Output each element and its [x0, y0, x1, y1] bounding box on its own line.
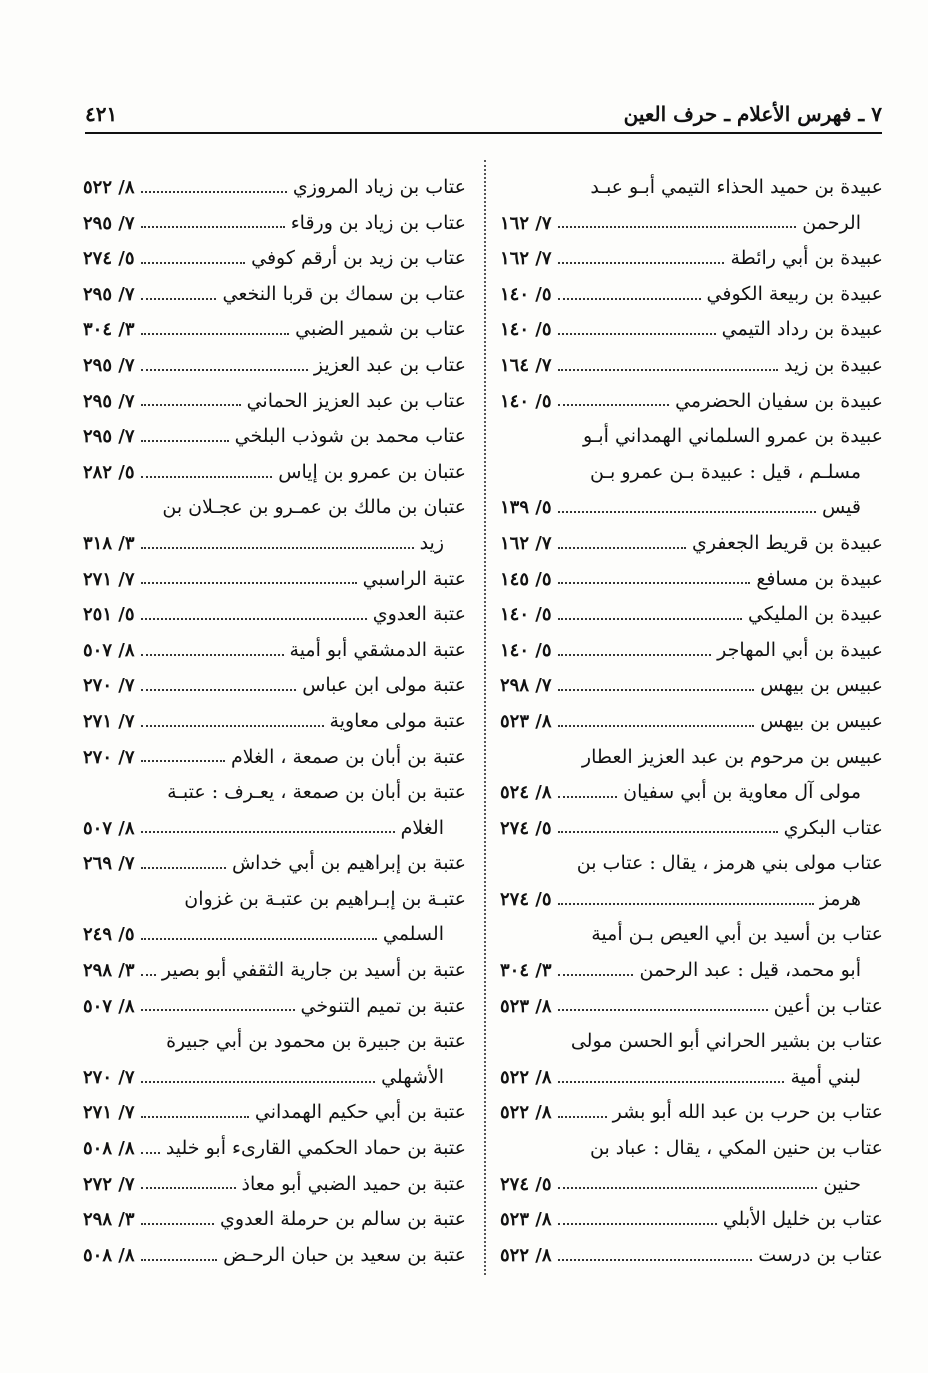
entry-name: أبو محمد، قيل : عبد الرحمن [639, 959, 861, 982]
index-entry-line [500, 1095, 883, 1131]
index-entry-line [83, 668, 466, 704]
entry-name: عتاب بن حرب بن عبد الله أبو بشر [612, 1101, 883, 1124]
dot-leader [558, 974, 634, 976]
page-reference: ٣/ ٢٩٨ [83, 1209, 135, 1231]
dot-leader [141, 867, 226, 869]
index-entry-line [500, 348, 883, 384]
dot-leader [141, 226, 285, 228]
entry-name: عتبة مولى ابن عباس [302, 674, 466, 697]
dot-leader [141, 1259, 218, 1261]
entry-name: عبيدة بن قريط الجعفري [692, 531, 883, 554]
index-entry-line [83, 882, 466, 918]
dot-leader [558, 618, 743, 620]
page-reference: ٨/ ٥٢٣ [500, 1209, 552, 1231]
page-reference: ٥/ ٢٧٤ [500, 817, 552, 839]
entry-name: عبيدة بن عمرو السلماني الهمداني أبـو [582, 425, 883, 448]
dot-leader [141, 262, 246, 264]
entry-name: عتبة بن أبان بن صمعة ، يعـرف : عتبـة [167, 781, 466, 804]
page-reference: ٨/ ٥٠٨ [83, 1138, 135, 1160]
entry-name: عتبة بن جبيرة بن محمود بن أبي جبيرة [166, 1030, 466, 1053]
index-column-left [83, 170, 466, 1273]
page-reference: ٧/ ٢٧٠ [83, 1066, 135, 1088]
entry-name: عبيس بن بيهس [760, 674, 883, 697]
entry-name: حنين [823, 1172, 861, 1195]
entry-name: عتبة بن حماد الحكمي القارىء أبو خليد [165, 1137, 466, 1160]
entry-name: عتبان بن عمرو بن إياس [278, 460, 466, 483]
entry-name: السلمي [382, 923, 444, 946]
page-reference: ٥/ ٢٧٤ [83, 248, 135, 270]
page-reference: ٧/ ٢٦٩ [83, 853, 135, 875]
index-column-right [500, 170, 883, 1273]
entry-name: عتبة بن إبراهيم بن أبي خداش [231, 852, 466, 875]
dot-leader [141, 369, 308, 371]
dot-leader [558, 1081, 785, 1083]
dot-leader [141, 725, 324, 727]
dot-leader [558, 654, 712, 656]
index-entry-line [83, 277, 466, 313]
dot-leader [558, 226, 797, 228]
index-entry-line [500, 846, 883, 882]
index-entry-line [500, 206, 883, 242]
dot-leader [141, 440, 229, 442]
entry-name: الغلام [400, 816, 444, 839]
entry-name: عتاب بن زياد بن ورقاء [290, 211, 466, 234]
page-reference: ٧/ ٢٩٥ [83, 426, 135, 448]
entry-name: عتاب بن درست [758, 1243, 883, 1266]
index-entry-line [500, 1024, 883, 1060]
index-entry-line [500, 562, 883, 598]
index-entry-line [500, 277, 883, 313]
dot-leader [558, 333, 716, 335]
page-reference: ٥/ ١٤٠ [500, 319, 552, 341]
entry-name: عتاب البكري [783, 816, 883, 839]
dot-leader [141, 191, 287, 193]
page-reference: ٧/ ٢٧١ [83, 568, 135, 590]
column-divider [484, 160, 486, 1275]
entry-name: عبيدة بن أبي رائطة [730, 247, 883, 270]
entry-name: مولى آل معاوية بن أبي سفيان [623, 781, 861, 804]
index-entry-line [500, 953, 883, 989]
dot-leader [141, 974, 156, 976]
index-entry-line [83, 1060, 466, 1096]
index-entry-line [500, 526, 883, 562]
entry-name: عتبة بن سعيد بن حبان الرحـض [223, 1243, 466, 1266]
dot-leader [558, 1009, 768, 1011]
entry-name: عتبة الراسبي [362, 567, 466, 590]
index-entry-line [500, 1131, 883, 1167]
index-entry-line [500, 917, 883, 953]
dot-leader [141, 760, 225, 762]
entry-name: عبيدة بن رداد التيمي [721, 318, 883, 341]
page-reference: ٧/ ٢٧١ [83, 1102, 135, 1124]
dot-leader [141, 831, 395, 833]
index-entry-line [83, 1202, 466, 1238]
entry-name: عتاب بن عبد العزيز الحماني [246, 389, 466, 412]
entry-name: عتاب بن حنين المكي ، يقال : عباد بن [590, 1137, 883, 1160]
dot-leader [558, 369, 778, 371]
index-entry-line [500, 740, 883, 776]
page-reference: ٨/ ٥٢٢ [500, 1066, 552, 1088]
index-entry-line [500, 455, 883, 491]
page-reference: ٣/ ٣٠٤ [500, 960, 552, 982]
entry-name: عبيس بن مرحوم بن عبد العزيز العطار [581, 745, 883, 768]
index-entry-line [83, 241, 466, 277]
index-entry-line [500, 597, 883, 633]
index-entry-line [83, 490, 466, 526]
page-number: ٤٢١ [85, 102, 118, 126]
entry-name: عتاب بن أسيد بن أبي العيص بـن أمية [591, 923, 883, 946]
index-entry-line [500, 1060, 883, 1096]
page-reference: ٧/ ٢٩٥ [83, 212, 135, 234]
dot-leader [558, 404, 670, 406]
page-reference: ٨/ ٥٠٧ [83, 817, 135, 839]
entry-name: عتاب بن عبد العزيز [313, 353, 466, 376]
dot-leader [558, 796, 618, 798]
dot-leader [141, 618, 367, 620]
index-entry-line [83, 846, 466, 882]
index-entry-line [83, 206, 466, 242]
index-entry-line [500, 989, 883, 1025]
index-entry-line [83, 526, 466, 562]
running-header [85, 98, 882, 134]
entry-name: عتاب محمد بن شوذب البلخي [234, 425, 466, 448]
dot-leader [558, 1187, 818, 1189]
dot-leader [141, 547, 414, 549]
index-entry-line [500, 384, 883, 420]
page-reference: ٧/ ٢٧٠ [83, 746, 135, 768]
header-title: ٧ ـ فهرس الأعلام ـ حرف العين [623, 102, 882, 126]
entry-name: عتاب بن سماك بن قربا النخعي [222, 282, 466, 305]
dot-leader [558, 1223, 717, 1225]
entry-name: عبيدة بن المليكي [748, 603, 883, 626]
page-reference: ٧/ ٢٩٥ [83, 283, 135, 305]
entry-name: عتاب بن زياد المروزي [292, 176, 466, 198]
page-reference: ٧/ ٢٧٠ [83, 675, 135, 697]
page-reference: ٥/ ٢٥١ [83, 604, 135, 626]
index-entry-line [83, 811, 466, 847]
entry-name: عتبان بن مالك بن عمـرو بن عجـلان بن [162, 496, 466, 519]
dot-leader [558, 511, 816, 513]
page-reference: ٥/ ١٤٠ [500, 639, 552, 661]
dot-leader [141, 476, 273, 478]
dot-leader [558, 689, 755, 691]
entry-name: عتبة بن أبي حكيم الهمداني [254, 1101, 466, 1124]
index-entry-line [500, 811, 883, 847]
entry-name: عتبـة بن إبـراهيم بن عتبـة بن غزوان [184, 887, 466, 910]
index-entry-line [83, 1131, 466, 1167]
dot-leader [141, 654, 284, 656]
dot-leader [141, 689, 297, 691]
entry-name: عبيدة بن أبي المهاجر [717, 638, 883, 661]
entry-name: عبيدة بن مسافع [756, 567, 883, 590]
page-reference: ٧/ ١٦٢ [500, 212, 552, 234]
index-entry-line [83, 1024, 466, 1060]
index-entry-line [500, 170, 883, 206]
page-reference: ٨/ ٥٢٣ [500, 995, 552, 1017]
page-reference: ٧/ ٢٧١ [83, 710, 135, 732]
page-reference: ٨/ ٥٢٣ [500, 710, 552, 732]
index-entry-line [83, 917, 466, 953]
page-reference: ٨/ ٥٢٢ [83, 177, 135, 198]
entry-name: الرحمن [802, 211, 861, 234]
dot-leader [558, 582, 751, 584]
index-entry-line [83, 455, 466, 491]
index-entry-line [83, 348, 466, 384]
index-entry-line [500, 312, 883, 348]
page-reference: ٧/ ١٦٢ [500, 532, 552, 554]
entry-name: الأشهلي [381, 1065, 444, 1088]
entry-name: عتبة بن أسيد بن جارية الثقفي أبو بصير [161, 959, 466, 982]
dot-leader [558, 298, 701, 300]
index-entry-line [83, 633, 466, 669]
dot-leader [558, 262, 725, 264]
index-entry-line [500, 1167, 883, 1203]
entry-name: عتبة بن تميم التنوخي [300, 994, 466, 1017]
dot-leader [141, 938, 377, 940]
entry-name: عتاب بن زيد بن أرقم كوفي [251, 247, 466, 270]
page-reference: ٨/ ٥٠٨ [83, 1244, 135, 1266]
page-reference: ٧/ ٢٩٥ [83, 354, 135, 376]
entry-name: عبيس بن بيهس [760, 709, 883, 732]
entry-name: عتبة العدوي [372, 603, 466, 626]
entry-name: عتبة مولى معاوية [329, 709, 466, 732]
index-entry-line [83, 170, 466, 206]
index-entry-line [500, 633, 883, 669]
entry-name: عبيدة بن سفيان الحضرمي [675, 389, 883, 412]
page-reference: ٧/ ٢٩٨ [500, 675, 552, 697]
entry-name: عبيدة بن ربيعة الكوفي [706, 282, 883, 305]
index-entry-line [500, 1202, 883, 1238]
dot-leader [141, 298, 217, 300]
index-entry-line [83, 312, 466, 348]
entry-name: عبيدة بن حميد الحذاء التيمي أبـو عبـد [590, 176, 883, 198]
entry-name: عتاب بن بشير الحراني أبو الحسن مولى [570, 1030, 883, 1053]
page-reference: ٥/ ١٤٠ [500, 604, 552, 626]
dot-leader [141, 1223, 214, 1225]
page-reference: ٥/ ١٣٩ [500, 497, 552, 519]
index-entry-line [83, 1238, 466, 1274]
entry-name: مسلـم ، قيل : عبيدة بـن عمرو بـن [590, 460, 861, 483]
index-entry-line [83, 704, 466, 740]
index-entry-line [500, 241, 883, 277]
page-reference: ٥/ ٢٧٤ [500, 1173, 552, 1195]
index-entry-line [500, 419, 883, 455]
entry-name: عتبة بن أبان بن صمعة ، الغلام [231, 745, 466, 768]
entry-name: عتبة بن حميد الضبي أبو معاذ [241, 1172, 466, 1195]
page-reference: ٣/ ٣١٨ [83, 532, 135, 554]
entry-name: عتبة الدمشقي أبو أمية [289, 638, 466, 661]
entry-name: عتاب بن خليل الأبلي [722, 1208, 883, 1231]
entry-name: زيد [419, 531, 444, 554]
page-reference: ٧/ ٢٩٥ [83, 390, 135, 412]
page-reference: ٧/ ١٦٤ [500, 354, 552, 376]
index-entry-line [83, 419, 466, 455]
dot-leader [141, 1009, 295, 1011]
page-reference: ٣/ ٣٠٤ [83, 319, 135, 341]
index-entry-line [500, 668, 883, 704]
entry-name: عتبة بن سالم بن حرملة العدوي [220, 1208, 466, 1231]
entry-name: قيس [821, 496, 861, 519]
page-reference: ٨/ ٥٠٧ [83, 639, 135, 661]
entry-name: عتاب بن شمير الضبي [295, 318, 466, 341]
page-reference: ٥/ ١٤٠ [500, 283, 552, 305]
page-reference: ٨/ ٥٢٢ [500, 1244, 552, 1266]
index-entry-line [83, 775, 466, 811]
index-entry-line [83, 384, 466, 420]
page-reference: ٧/ ٢٧٢ [83, 1173, 135, 1195]
entry-name: لبني أمية [790, 1065, 861, 1088]
dot-leader [141, 333, 290, 335]
entry-name: عتاب مولى بني هرمز ، يقال : عتاب بن [576, 852, 883, 875]
dot-leader [141, 404, 241, 406]
index-entry-line [83, 989, 466, 1025]
entry-name: عتاب بن أعين [773, 994, 883, 1017]
index-entry-line [500, 1238, 883, 1274]
entry-name: هرمز [819, 887, 861, 910]
index-entry-line [83, 562, 466, 598]
dot-leader [141, 582, 357, 584]
page-reference: ٨/ ٥٠٧ [83, 995, 135, 1017]
page-reference: ٥/ ١٤٠ [500, 390, 552, 412]
index-entry-line [83, 1095, 466, 1131]
index-entry-line [83, 597, 466, 633]
dot-leader [141, 1081, 376, 1083]
entry-name: عبيدة بن زيد [784, 353, 883, 376]
page-reference: ٨/ ٥٢٢ [500, 1102, 552, 1124]
dot-leader [141, 1187, 236, 1189]
index-entry-line [83, 953, 466, 989]
index-entry-line [500, 882, 883, 918]
dot-leader [141, 1116, 249, 1118]
page-reference: ٥/ ٢٨٢ [83, 461, 135, 483]
page-reference: ٥/ ٢٤٩ [83, 924, 135, 946]
dot-leader [558, 903, 814, 905]
index-entry-line [500, 490, 883, 526]
dot-leader [141, 1152, 160, 1154]
index-entry-line [500, 704, 883, 740]
page-reference: ٥/ ٢٧٤ [500, 888, 552, 910]
page-reference: ٨/ ٥٢٤ [500, 782, 552, 804]
page-reference: ٣/ ٢٩٨ [83, 960, 135, 982]
dot-leader [558, 831, 778, 833]
dot-leader [558, 1116, 607, 1118]
index-entry-line [500, 775, 883, 811]
index-entry-line [83, 1167, 466, 1203]
index-entry-line [83, 740, 466, 776]
dot-leader [558, 725, 755, 727]
dot-leader [558, 1259, 753, 1261]
dot-leader [558, 547, 687, 549]
page-reference: ٥/ ١٤٥ [500, 568, 552, 590]
page-reference: ٧/ ١٦٢ [500, 248, 552, 270]
